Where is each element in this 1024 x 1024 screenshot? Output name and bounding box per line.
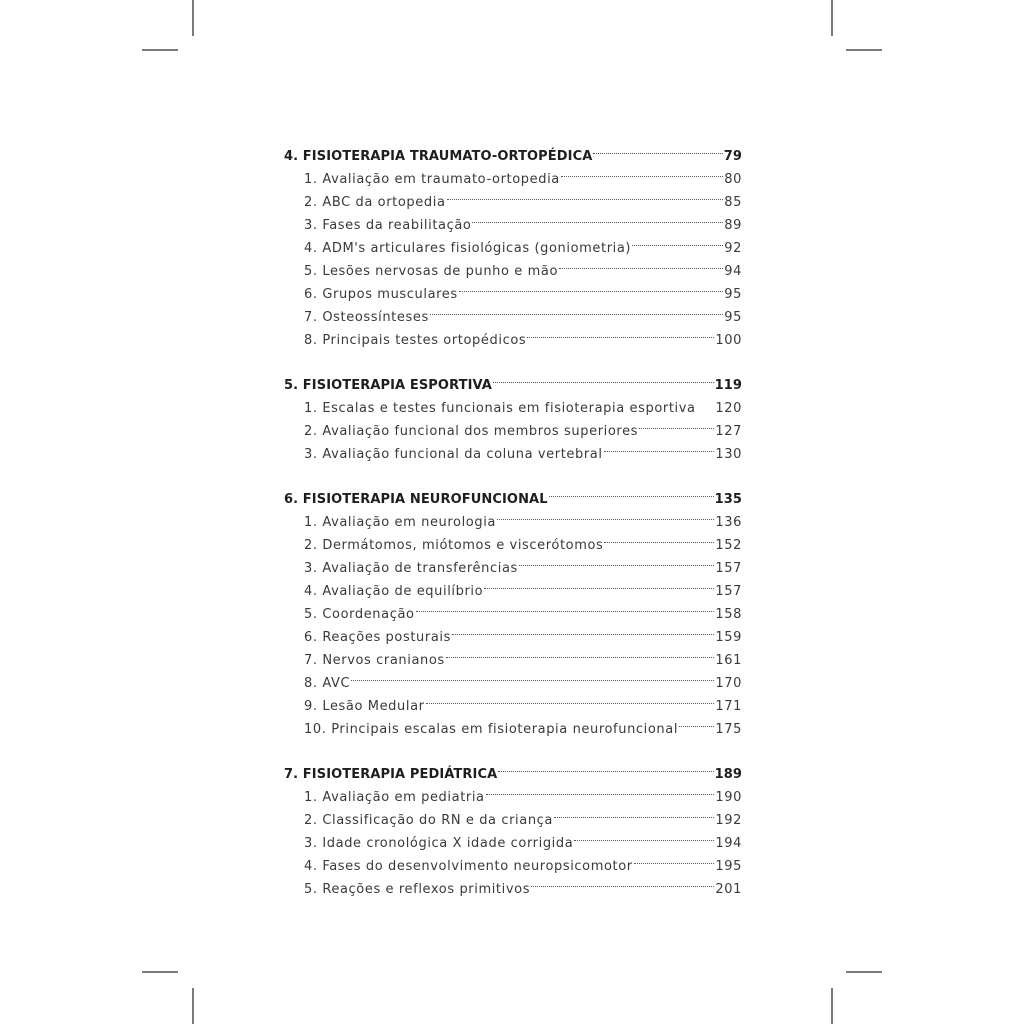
toc-entry-label: 3. Avaliação funcional da coluna vertebral xyxy=(304,447,603,462)
chapter-heading-page-number: 119 xyxy=(714,378,742,393)
dot-leader xyxy=(426,687,715,710)
toc-entry-label: 3. Fases da reabilitação xyxy=(304,218,472,233)
dot-leader xyxy=(679,710,714,733)
toc-entry-page-number: 170 xyxy=(715,676,742,691)
dot-leader xyxy=(561,160,723,183)
toc-entry-page-number: 158 xyxy=(715,607,742,622)
toc-entry-label: 5. Reações e reflexos primitivos xyxy=(304,882,531,897)
toc-entry-label: 5. Coordenação xyxy=(304,607,415,622)
dot-leader xyxy=(484,572,714,595)
toc-entry-page-number: 195 xyxy=(715,859,742,874)
toc-entry-page-number: 100 xyxy=(715,333,742,348)
chapter-heading-label: 6. FISIOTERAPIA NEUROFUNCIONAL xyxy=(284,492,548,507)
toc-section xyxy=(284,366,742,462)
crop-mark-top-right-horizontal xyxy=(846,49,882,51)
dot-leader xyxy=(497,503,714,526)
toc-entry-label: 2. Classificação do RN e da criança xyxy=(304,813,553,828)
toc-entry-label: 4. Fases do desenvolvimento neuropsicomotor xyxy=(304,859,633,874)
dot-leader xyxy=(593,137,722,160)
toc-entry-label: 1. Avaliação em neurologia xyxy=(304,515,496,530)
toc-entry-label: 3. Idade cronológica X idade corrigida xyxy=(304,836,574,851)
dot-leader xyxy=(554,801,714,824)
toc-entry-page-number: 171 xyxy=(715,699,742,714)
toc-entry-page-number: 152 xyxy=(715,538,742,553)
dot-leader xyxy=(447,183,724,206)
chapter-heading-label: 7. FISIOTERAPIA PEDIÁTRICA xyxy=(284,767,498,782)
toc-entry-page-number: 194 xyxy=(715,836,742,851)
dot-leader xyxy=(416,595,715,618)
toc-entry-page-number: 157 xyxy=(715,561,742,576)
toc-entry-page-number: 95 xyxy=(724,287,742,302)
chapter-heading[interactable] xyxy=(284,480,742,507)
dot-leader xyxy=(574,824,714,847)
toc-entry-page-number: 89 xyxy=(724,218,742,233)
table-of-contents xyxy=(284,137,742,915)
toc-section xyxy=(284,137,742,348)
dot-leader xyxy=(498,755,713,778)
chapter-heading-page-number: 189 xyxy=(714,767,742,782)
toc-entry-page-number: 127 xyxy=(715,424,742,439)
chapter-heading[interactable] xyxy=(284,366,742,393)
toc-entry-label: 2. Avaliação funcional dos membros superiores xyxy=(304,424,639,439)
toc-entry-label: 1. Escalas e testes funcionais em fisioterapia esportiva xyxy=(304,401,696,416)
chapter-heading-label: 5. FISIOTERAPIA ESPORTIVA xyxy=(284,378,492,393)
toc-entry-page-number: 130 xyxy=(715,447,742,462)
dot-leader xyxy=(452,618,714,641)
chapter-heading[interactable] xyxy=(284,137,742,164)
dot-leader xyxy=(559,252,723,275)
crop-mark-top-right-vertical xyxy=(831,0,833,36)
dot-leader xyxy=(604,435,715,458)
crop-mark-bottom-left-vertical xyxy=(192,988,194,1024)
dot-leader xyxy=(531,870,714,893)
dot-leader xyxy=(351,664,714,687)
toc-section xyxy=(284,480,742,737)
toc-entry-page-number: 161 xyxy=(715,653,742,668)
dot-leader xyxy=(493,366,714,389)
dot-leader xyxy=(486,778,715,801)
chapter-heading[interactable] xyxy=(284,755,742,782)
toc-entry-label: 9. Lesão Medular xyxy=(304,699,425,714)
toc-entry-page-number: 95 xyxy=(724,310,742,325)
toc-entry-label: 4. Avaliação de equilíbrio xyxy=(304,584,484,599)
toc-entry-page-number: 201 xyxy=(715,882,742,897)
toc-entry-label: 7. Osteossínteses xyxy=(304,310,429,325)
toc-entry-page-number: 175 xyxy=(715,722,742,737)
dot-leader xyxy=(446,641,715,664)
toc-entry[interactable] xyxy=(284,687,742,714)
toc-entry-page-number: 120 xyxy=(715,401,742,416)
toc-entry-page-number: 92 xyxy=(724,241,742,256)
dot-leader xyxy=(549,480,714,503)
dot-leader xyxy=(430,298,723,321)
toc-entry-label: 2. Dermátomos, miótomos e viscerótomos xyxy=(304,538,604,553)
toc-entry-label: 6. Reações posturais xyxy=(304,630,451,645)
dot-leader xyxy=(519,549,714,572)
toc-entry-page-number: 192 xyxy=(715,813,742,828)
dot-leader xyxy=(632,229,723,252)
dot-leader xyxy=(472,206,723,229)
crop-mark-top-left-horizontal xyxy=(142,49,178,51)
toc-entry-label: 8. AVC xyxy=(304,676,351,691)
toc-entry[interactable] xyxy=(284,664,742,691)
chapter-heading-label: 4. FISIOTERAPIA TRAUMATO-ORTOPÉDICA xyxy=(284,149,593,164)
dot-leader xyxy=(634,847,715,870)
dot-leader xyxy=(604,526,714,549)
chapter-heading-page-number: 79 xyxy=(723,149,742,164)
toc-entry-page-number: 136 xyxy=(715,515,742,530)
toc-entry-label: 8. Principais testes ortopédicos xyxy=(304,333,527,348)
toc-entry-label: 3. Avaliação de transferências xyxy=(304,561,518,576)
crop-mark-top-left-vertical xyxy=(192,0,194,36)
toc-entry-label: 2. ABC da ortopedia xyxy=(304,195,446,210)
toc-entry-page-number: 85 xyxy=(724,195,742,210)
toc-entry-page-number: 190 xyxy=(715,790,742,805)
toc-entry-label: 10. Principais escalas em fisioterapia neurofuncional xyxy=(304,722,679,737)
toc-entry-label: 6. Grupos musculares xyxy=(304,287,458,302)
toc-entry-label: 5. Lesões nervosas de punho e mão xyxy=(304,264,559,279)
toc-entry-label: 4. ADM's articulares fisiológicas (goniometria) xyxy=(304,241,632,256)
toc-section xyxy=(284,755,742,897)
dot-leader xyxy=(639,412,714,435)
toc-entry-page-number: 159 xyxy=(715,630,742,645)
crop-mark-bottom-right-vertical xyxy=(831,988,833,1024)
chapter-heading-page-number: 135 xyxy=(714,492,742,507)
toc-entry-label: 1. Avaliação em pediatria xyxy=(304,790,485,805)
dot-leader xyxy=(527,321,714,344)
toc-entry-page-number: 80 xyxy=(724,172,742,187)
toc-entry-page-number: 94 xyxy=(724,264,742,279)
crop-mark-bottom-left-horizontal xyxy=(142,971,178,973)
toc-entry-label: 7. Nervos cranianos xyxy=(304,653,445,668)
dot-leader xyxy=(459,275,723,298)
toc-entry-page-number: 157 xyxy=(715,584,742,599)
crop-mark-bottom-right-horizontal xyxy=(846,971,882,973)
toc-entry-label: 1. Avaliação em traumato-ortopedia xyxy=(304,172,560,187)
